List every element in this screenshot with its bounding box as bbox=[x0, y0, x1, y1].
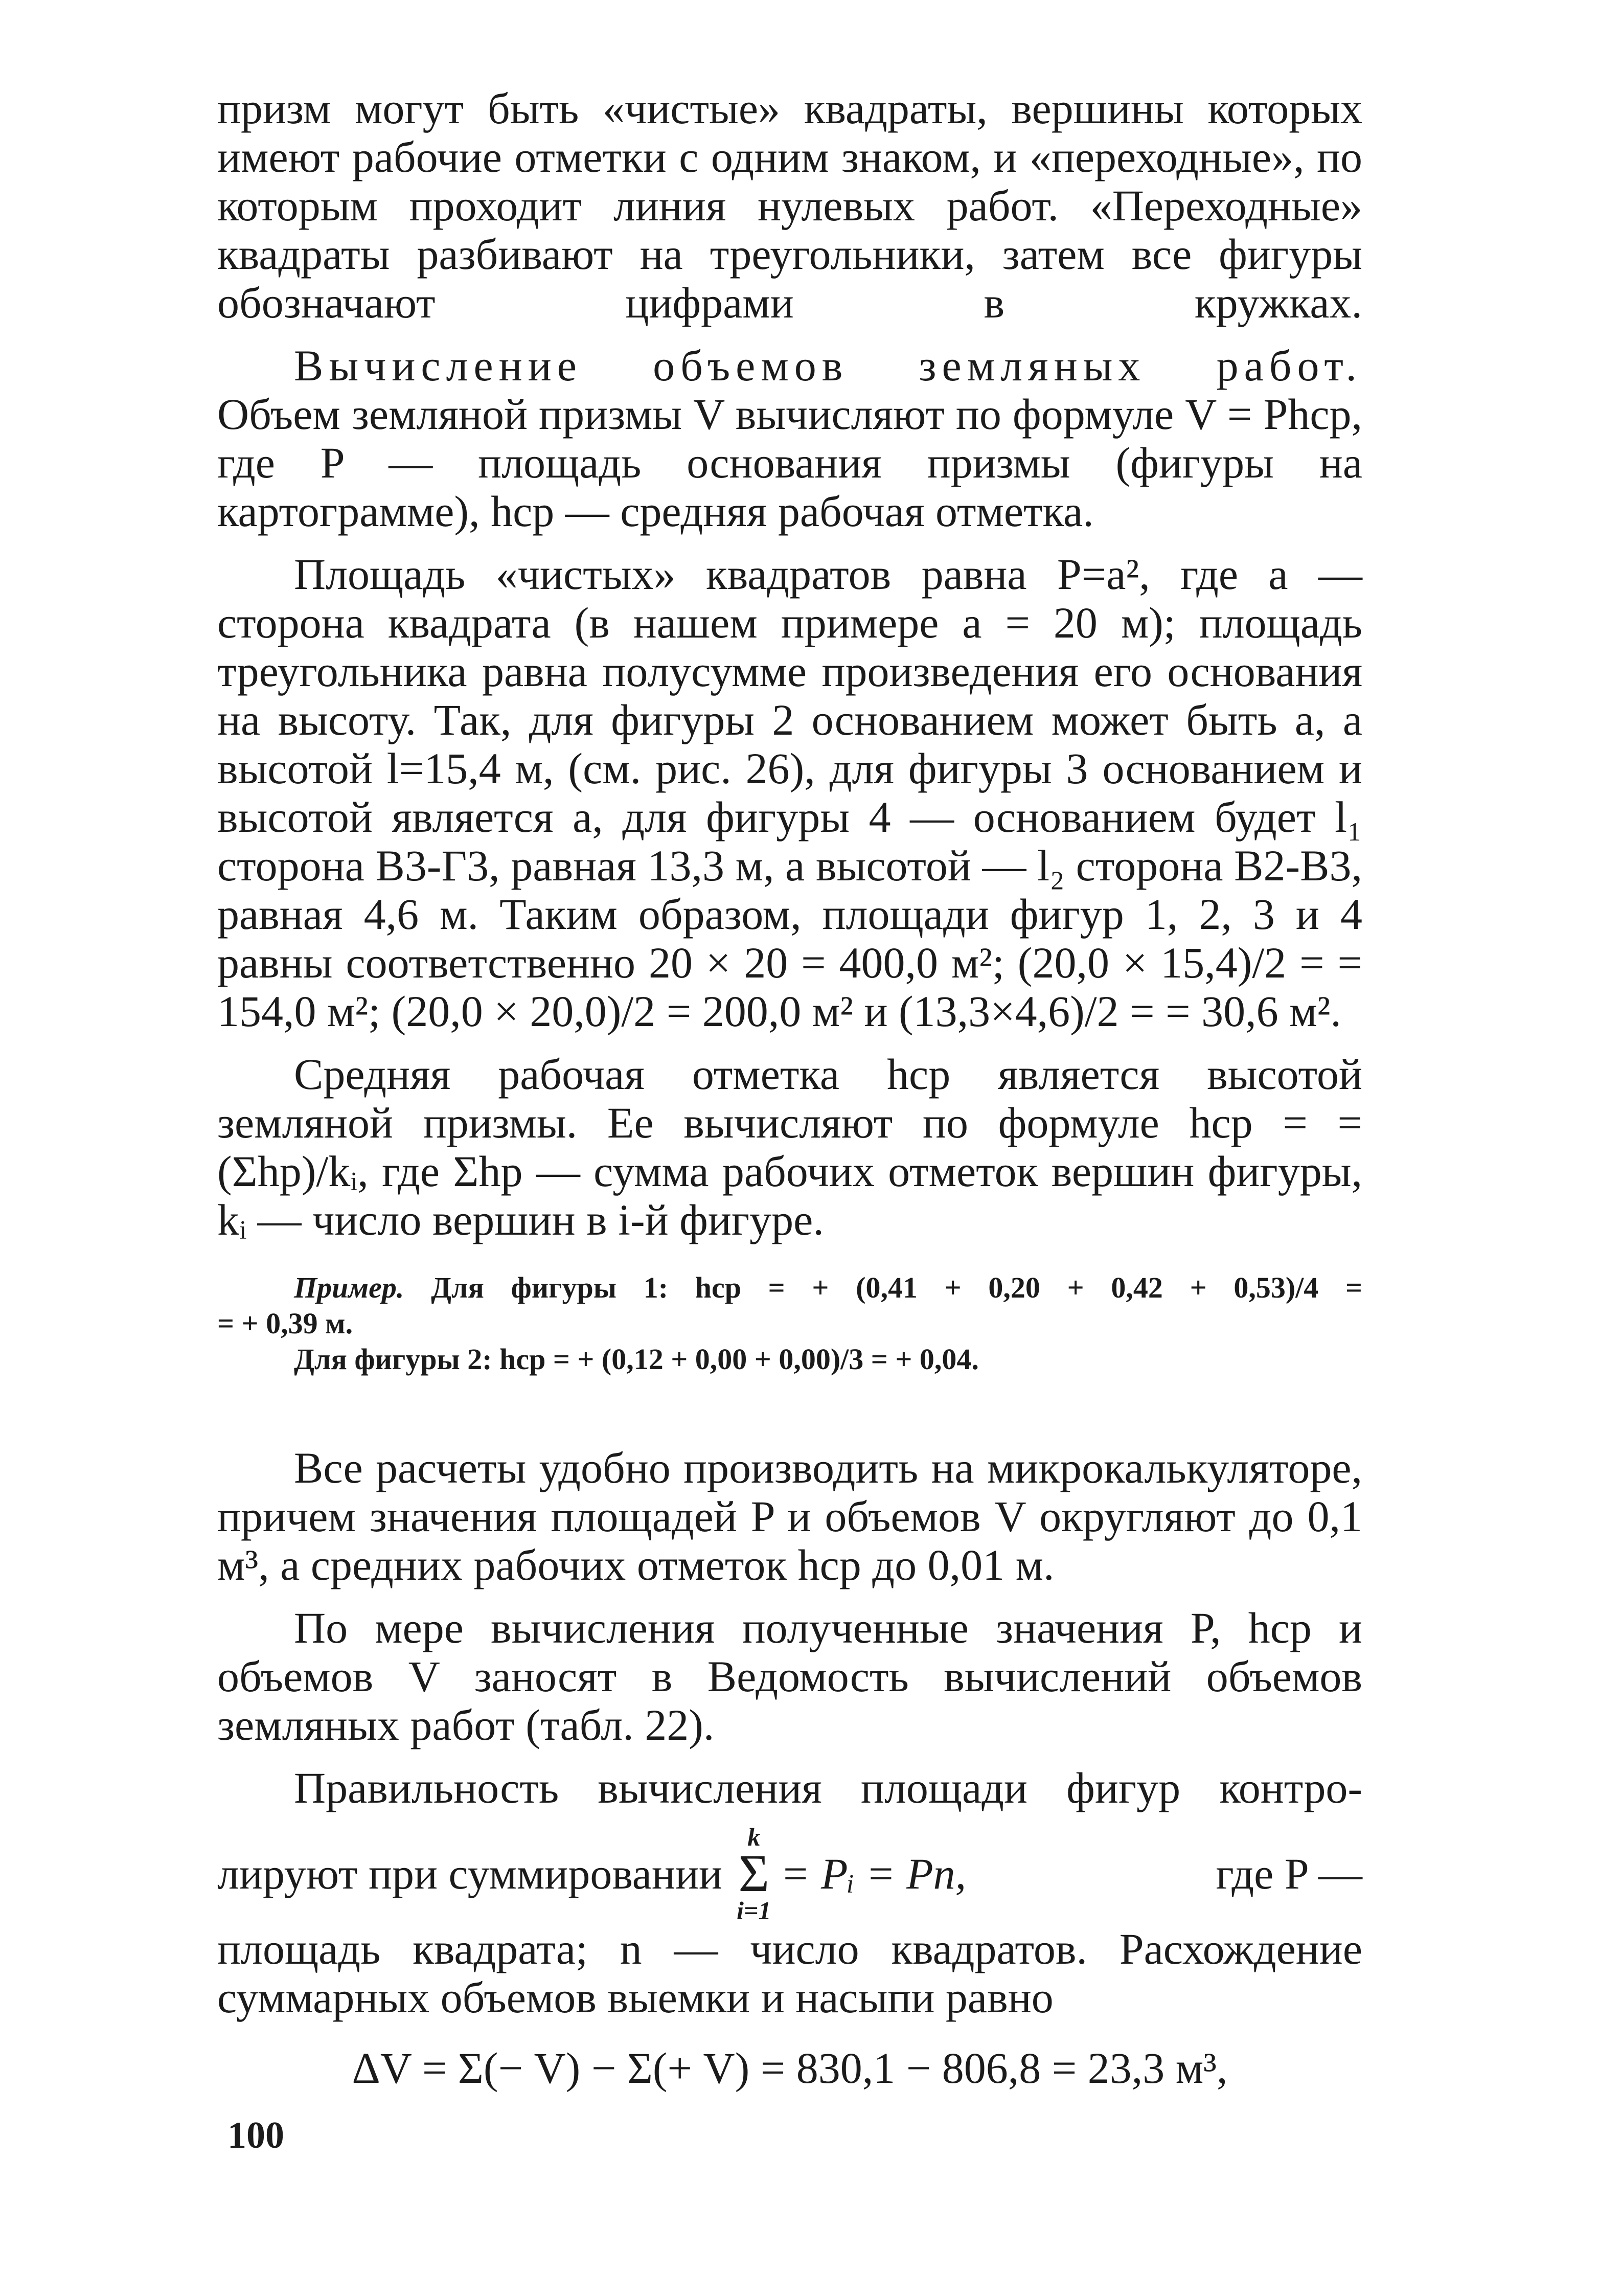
paragraph-prisms: призм могут быть «чистые» квадраты, вершины которых имеют рабочие отметки с одним знаком, и «переходные», по которым проходит линия нулевых работ. «Переходные» квадраты разбивают на треугольники, затем все фигуры обозначают цифрами в кружках. bbox=[217, 84, 1362, 327]
sum-text-before: лируют при суммировании bbox=[217, 1849, 723, 1898]
paragraph-area: Площадь «чистых» квадратов равна P=a², где a — сторона квадрата (в нашем примере a = 20 м); площадь треугольника равна полусумме произведения его основания на высоту. Так, для фигуры 2 основанием может быть a, а высотой l=15,4 м, (см. рис. 26), для фигуры 3 основанием и высотой является a, для фигуры 4 — основанием будет l₁ сторона В3-Г3, равная 13,3 м, а высотой — l₂ сторона В2-В3, равная 4,6 м. Таким образом, площади фигур 1, 2, 3 и 4 равны соответственно 20 × 20 = 400,0 м²; (20,0 × 15,4)/2 = = 154,0 м²; (20,0 × 20,0)/2 = 200,0 м² и (13,3×4,6)/2 = = 30,6 м². bbox=[217, 550, 1362, 1036]
example-label: Пример. bbox=[294, 1271, 404, 1304]
paragraph-volume-heading bbox=[217, 342, 1362, 390]
page-body bbox=[217, 84, 1362, 2138]
sigma-glyph: Σ bbox=[738, 1844, 769, 1903]
summation-line bbox=[217, 1823, 1362, 1925]
example-line-2: = + 0,39 м. bbox=[217, 1307, 353, 1340]
example-text-1: Для фигуры 1: hср = + (0,41 + 0,20 + 0,42 + 0,53)/4 = bbox=[431, 1271, 1362, 1304]
section-heading: Вычисление объемов земляных работ. bbox=[294, 341, 1362, 390]
sum-lower-limit: i=1 bbox=[737, 1896, 771, 1925]
example-line-1 bbox=[217, 1270, 1362, 1306]
paragraph-control-rest: площадь квадрата; n — число квадратов. Расхождение суммарных объемов выемки и насыпи равно bbox=[217, 1924, 1362, 2022]
paragraph-calculator: Все расчеты удобно производить на микрокалькуляторе, причем значения площадей P и объемов V округляют до 0,1 м³, а средних рабочих отметок hср до 0,01 м. bbox=[217, 1443, 1362, 1589]
sum-upper-limit: k bbox=[747, 1823, 761, 1851]
summation-symbol bbox=[737, 1824, 771, 1924]
example-line-3: Для фигуры 2: hср = + (0,12 + 0,00 + 0,00)/3 = + 0,04. bbox=[294, 1343, 979, 1376]
sum-text-tail: где P — bbox=[1216, 1849, 1362, 1898]
paragraph-volume-formula: Объем земляной призмы V вычисляют по формуле V = Phср, где P — площадь основания призмы (фигуры на картограмме), hср — средняя рабочая отметка. bbox=[217, 390, 1362, 536]
paragraph-sheet: По мере вычисления полученные значения P, hср и объемов V заносят в Ведомость вычислений объемов земляных работ (табл. 22). bbox=[217, 1603, 1362, 1749]
paragraph-mean-mark: Средняя рабочая отметка hср является высотой земляной призмы. Ее вычисляют по формуле hср = = (Σhр)/kᵢ, где Σhр — сумма рабочих отметок вершин фигуры, kᵢ — число вершин в i-й фигуре. bbox=[217, 1050, 1362, 1244]
sum-text-after: = Pᵢ = Pn, bbox=[780, 1849, 967, 1898]
paragraph-control-line1: Правильность вычисления площади фигур контро- bbox=[294, 1763, 1362, 1812]
volume-difference-formula: ΔV = Σ(− V) − Σ(+ V) = 830,1 − 806,8 = 23,3 м³, bbox=[352, 2043, 1228, 2093]
page-number: 100 bbox=[227, 2115, 284, 2156]
example-block bbox=[217, 1270, 1362, 1377]
